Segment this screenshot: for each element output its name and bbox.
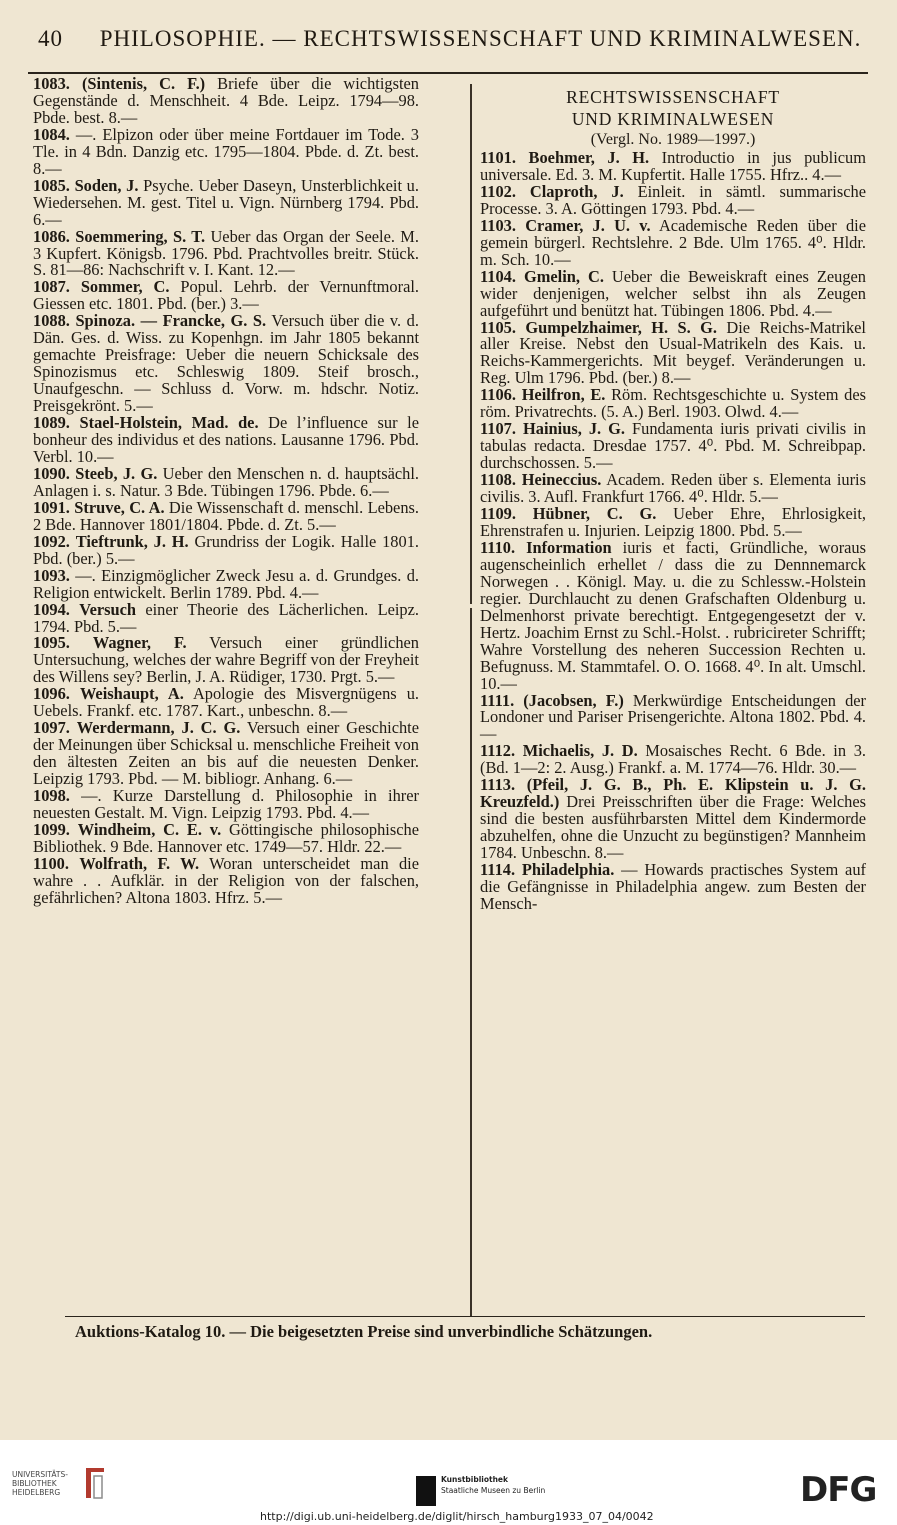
catalog-entry (33, 853, 419, 907)
entry-author: Gumpelzhaimer, H. S. G. (525, 317, 717, 337)
kb-line-2: Staatliche Museen zu Berlin (441, 1486, 546, 1495)
catalog-entry (33, 76, 419, 127)
uni-heidelberg-logo-text (12, 1470, 68, 1497)
entry-number: 1085. (33, 175, 70, 195)
entry-author: Werdermann, J. C. G. (76, 718, 241, 738)
entry-author: (Jacobsen, F.) (523, 690, 624, 710)
catalog-entry (480, 317, 866, 388)
catalog-entry (480, 506, 866, 540)
entry-text: Göttingische philosophische Bibliothek. 9 Bde. Hannover etc. 1749—57. Hldr. 22.— (33, 819, 419, 856)
entry-number: 1099. (33, 819, 70, 839)
footer-note: Auktions-Katalog 10. — Die beigesetzten Preise sind unverbindliche Schätzungen. (75, 1322, 653, 1341)
entry-text: Die Wissenschaft d. menschl. Lebens. 2 Bde. Hannover 1801/1804. Pbde. d. Zt. 5.— (33, 497, 419, 534)
catalog-entry (480, 215, 866, 269)
entry-author: Hübner, C. G. (532, 504, 657, 524)
entry-text: Merkwürdige Entscheidungen der Londoner und Pariser Prisengerichte. Altona 1802. Pbd. 4.— (480, 690, 866, 744)
kunstbibliothek-logo-icon (416, 1476, 436, 1506)
entry-number: 1098. (33, 786, 70, 806)
catalog-entry (480, 537, 866, 693)
entry-author: Boehmer, J. H. (528, 148, 650, 167)
entry-text: Versuch einer Geschichte der Meinungen über Schicksal u. menschliche Freiheit von den ältesten Zeiten an bis auf die neuesten Denker. Leipzig 1793. Pbd. — M. bibliogr. Anhang. 6.— (33, 718, 419, 789)
entry-author: Wolfrath, F. W. (79, 853, 200, 873)
entry-text: iuris et facti, Gründliche, woraus augenscheinlich erhellet / dass die zu Dennnemarck Norwegen . . Königl. May. u. die zu Schlessw.-Holstein regier. Durchlaucht zu denen Grafschaften Oldenburg u. Delmenhorst private berechtigt. Entgegengesetzt der v. Hertz. Joachim Ernst zu Schl.-Holst. . rubricireter Schrifft; Wahre Vorstellung des neheren Succession Rechten u. Befugnuss. M. Stammtafel. O. O. 1668. 4⁰. In alt. Umschl. 10.— (480, 537, 866, 693)
catalog-entry (480, 266, 866, 320)
right-entry-list (480, 150, 866, 913)
uni-line-3: HEIDELBERG (12, 1488, 61, 1497)
entry-author: Hainius, J. G. (523, 419, 626, 439)
entry-number: 1109. (480, 504, 516, 524)
entry-text: Apologie des Misvergnügens u. Uebels. Frankf. etc. 1787. Kart., unbeschn. 8.— (33, 684, 419, 721)
entry-text: —. Einzigmöglicher Zweck Jesu a. d. Grundges. d. Religion entwickelt. Berlin 1789. Pbd. 4.— (33, 565, 420, 602)
entry-author: Soemmering, S. T. (75, 226, 206, 246)
column-divider-lower (470, 608, 472, 1316)
catalog-entry (33, 635, 419, 686)
catalog-entry (33, 226, 419, 280)
uni-heidelberg-emblem-icon (82, 1464, 108, 1502)
entry-text: Versuch über die v. d. Dän. Ges. d. Wiss. zu Kopenhgn. im Jahr 1805 bekannt gemachte Preisfrage: Ueber die neuern Schicksale des Spinozismus etc. Schleswig 1809. Steif brosch., Unaufgeschn. — Schluss d. Vorw. m. hdschr. Notiz. Preisgekrönt. 5.— (33, 311, 419, 416)
entry-number: 1100. (33, 853, 69, 873)
kb-line-1: Kunstbibliothek (441, 1475, 509, 1484)
entry-text: Röm. Rechtsgeschichte u. System des röm. Privatrechts. (5. A.) Berl. 1903. Olwd. 4.— (480, 385, 867, 422)
entry-author: Cramer, J. U. v. (525, 215, 651, 235)
catalog-entry (480, 150, 866, 184)
entry-number: 1086. (33, 226, 70, 246)
entry-number: 1112. (480, 741, 516, 761)
entry-author: Michaelis, J. D. (522, 741, 638, 761)
catalog-entry (480, 387, 866, 421)
entry-number: 1090. (33, 463, 70, 483)
source-url[interactable]: http://digi.ub.uni-heidelberg.de/diglit/hirsch_hamburg1933_07_04/0042 (260, 1510, 654, 1523)
entry-author: Stael-Holstein, Mad. de. (79, 413, 259, 433)
entry-author: Philadelphia. (521, 860, 615, 880)
entry-number: 1102. (480, 181, 516, 201)
entry-number: 1084. (33, 124, 70, 144)
catalog-entry (33, 124, 419, 178)
catalog-entry (33, 686, 419, 720)
right-column (480, 76, 866, 913)
entry-text: —. Elpizon oder über meine Fortdauer im Tode. 3 Tle. in 4 Bdn. Danzig etc. 1795—1804. Pbde. d. Zt. best. 8.— (33, 124, 419, 178)
catalog-entry (33, 175, 419, 229)
catalog-entry (33, 565, 420, 602)
section-title-line2: UND KRIMINALWESEN (571, 109, 775, 129)
entry-number: 1083. (33, 74, 70, 93)
entry-number: 1114. (480, 860, 516, 880)
entry-text: Introductio in jus publicum universale. Ed. 3. M. Kupfertit. Halle 1755. Hfrz.. 4.— (480, 148, 866, 184)
column-divider-upper (470, 84, 472, 604)
entry-number: 1089. (33, 413, 70, 433)
entry-text: Grundriss der Logik. Halle 1801. Pbd. (ber.) 5.— (33, 531, 419, 568)
running-head: PHILOSOPHIE. — RECHTSWISSENSCHAFT UND KRIMINALWESEN. (99, 26, 862, 51)
entry-number: 1096. (33, 684, 70, 704)
entry-author: Spinoza. — Francke, G. S. (75, 311, 267, 331)
entry-number: 1113. (480, 775, 516, 795)
catalog-entry (480, 472, 866, 506)
entry-text: Woran unterscheidet man die wahre . . Aufklär. in der Religion von der falschen, gefährlichen? Altona 1803. Hfrz. 5.— (33, 853, 419, 907)
entry-author: Wagner, F. (92, 633, 187, 653)
entry-text: — Howards practisches System auf die Gefängnisse in Philadelphia angew. zum Besten der Mensch- (480, 860, 866, 913)
entry-number: 1105. (480, 317, 516, 337)
entry-author: Weishaupt, A. (79, 684, 184, 704)
entry-number: 1091. (33, 497, 70, 517)
entry-text: Fundamenta iuris privati civilis in tabulas redacta. Dresdae 1757. 4⁰. Pbd. M. Schreibpap. durchschossen. 5.— (480, 419, 866, 473)
entry-number: 1104. (480, 266, 516, 286)
entry-author: Tieftrunk, J. H. (75, 531, 189, 551)
entry-number: 1107. (480, 419, 516, 439)
section-cross-reference: (Vergl. No. 1989—1997.) (590, 131, 756, 148)
entry-author: Windheim, C. E. v. (77, 819, 222, 839)
entry-number: 1087. (33, 277, 70, 297)
entry-author: Sommer, C. (80, 277, 170, 297)
entry-text: Ueber Ehre, Ehrlosigkeit, Ehrenstrafen u. Injurien. Leipzig 1800. Pbd. 5.— (480, 504, 866, 540)
entry-text: Drei Preisschriften über die Frage: Welches sind die besten ausführbarsten Mittel dem Kindermorde abzuhelfen, ohne die Unzucht zu begünstigen? Mannheim 1784. Unbeschn. 8.— (480, 792, 866, 863)
catalog-entry (480, 862, 866, 913)
entry-author: Heineccius. (521, 470, 602, 490)
entry-author: Struve, C. A. (74, 497, 165, 517)
entry-number: 1111. (480, 690, 515, 710)
entry-number: 1088. (33, 311, 70, 331)
section-title-line1: RECHTSWISSENSCHAFT (566, 87, 780, 107)
entry-number: 1101. (480, 148, 516, 167)
entry-text: Versuch einer gründlichen Untersuchung, welches der wahre Begriff von der Freyheit des Willens sey? Berlin, J. A. Rüdiger, 1730. Prgt. 5.— (33, 633, 419, 687)
catalog-entry (33, 599, 419, 636)
entry-text: Popul. Lehrb. der Vernunftmoral. Giessen etc. 1801. Pbd. (ber.) 3.— (33, 277, 419, 314)
catalog-entry (480, 690, 866, 744)
entry-text: Die Reichs-Matrikel aller Kreise. Nebst den Usual-Matrikeln des Kais. u. Reichs-Kammergerichts. Mit beygef. Veränderungen u. Reg. Ulm 1796. Pbd. (ber.) 8.— (480, 317, 866, 388)
entry-number: 1093. (33, 565, 70, 585)
entry-number: 1108. (480, 470, 516, 490)
entry-author: Information (526, 537, 612, 557)
entry-author: Soden, J. (74, 175, 139, 195)
catalog-entry (480, 421, 866, 472)
entry-text: Ueber die Beweiskraft eines Zeugen wider denjenigen, welcher selbst ihn als Zeugen aufgeführt und benützt hat. Tübingen 1806. Pbd. 4.— (480, 266, 866, 320)
catalog-entry (480, 181, 866, 218)
page-number: 40 (38, 26, 63, 51)
catalog-entry (33, 463, 419, 500)
entry-author: Heilfron, E. (521, 385, 606, 405)
entry-text: Mosaisches Recht. 6 Bde. in 3. (Bd. 1—2: 2. Ausg.) Frankf. a. M. 1774—76. Hldr. 30.— (480, 741, 866, 778)
entry-number: 1095. (33, 633, 70, 653)
catalog-entry (33, 819, 419, 856)
entry-text: Psyche. Ueber Daseyn, Unsterblichkeit u. Wiedersehen. M. gest. Titel u. Vign. Nürnberg 1794. Pbd. 6.— (33, 175, 419, 229)
entry-text: Academische Reden über die gemein bürgerl. Rechtslehre. 2 Bde. Ulm 1765. 4⁰. Hldr. m. Sch. 10.— (480, 215, 866, 269)
entry-text: Academ. Reden über s. Elementa iuris civilis. 3. Aufl. Frankfurt 1766. 4⁰. Hldr. 5.— (480, 470, 866, 507)
entry-text: Ueber den Menschen n. d. hauptsächl. Anlagen i. s. Natur. 3 Bde. Tübingen 1796. Pbde. 6.— (33, 463, 419, 500)
section-title (480, 86, 866, 130)
entry-author: (Sintenis, C. F.) (81, 74, 206, 93)
catalog-entry (33, 497, 419, 534)
uni-line-2: BIBLIOTHEK (12, 1479, 57, 1488)
catalog-entry (33, 279, 419, 313)
entry-number: 1106. (480, 385, 516, 405)
catalog-entry (33, 720, 419, 788)
catalog-entry (33, 313, 419, 415)
catalog-entry (480, 777, 866, 862)
kunstbibliothek-logo-text (441, 1474, 545, 1496)
entry-author: Claproth, J. (529, 181, 624, 201)
entry-number: 1097. (33, 718, 70, 738)
uni-line-1: UNIVERSITÄTS- (12, 1470, 68, 1479)
entry-text: einer Theorie des Lächerlichen. Leipz. 1794. Pbd. 5.— (33, 599, 419, 636)
entry-text: De l’influence sur le bonheur des individus et des nations. Lausanne 1796. Pbd. Verbl. 10.— (33, 413, 419, 466)
dfg-logo: DFG (800, 1470, 877, 1510)
left-column (33, 76, 419, 907)
entry-number: 1110. (480, 537, 516, 557)
entry-text: Briefe über die wichtigsten Gegenstände d. Menschheit. 4 Bde. Leipz. 1794—98. Pbde. best. 8.— (33, 74, 419, 127)
catalog-entry (33, 788, 419, 822)
footer-rule (65, 1316, 865, 1317)
entry-text: Einleit. in sämtl. summarische Processe. 3. A. Göttingen 1793. Pbd. 4.— (480, 181, 866, 218)
entry-author: Gmelin, C. (523, 266, 604, 286)
entry-number: 1103. (480, 215, 516, 235)
entry-text: —. Kurze Darstellung d. Philosophie in ihrer neuesten Gestalt. M. Vign. Leipzig 1793. Pbd. 4.— (33, 786, 419, 822)
entry-author: Versuch (79, 599, 137, 619)
entry-number: 1094. (33, 599, 70, 619)
entry-text: Ueber das Organ der Seele. M. 3 Kupfert. Königsb. 1796. Pbd. Prachtvolles breitr. Stück. S. 81—86: Nachschrift v. I. Kant. 12.— (33, 226, 419, 280)
entry-number: 1092. (33, 531, 70, 551)
catalog-entry (33, 531, 419, 568)
entry-author: (Pfeil, J. G. B., Ph. E. Klipstein u. J. G. Kreuzfeld.) (480, 775, 866, 812)
entry-author: Steeb, J. G. (75, 463, 158, 483)
catalog-entry (480, 743, 866, 777)
catalog-entry (33, 415, 419, 466)
page-header (38, 26, 868, 52)
